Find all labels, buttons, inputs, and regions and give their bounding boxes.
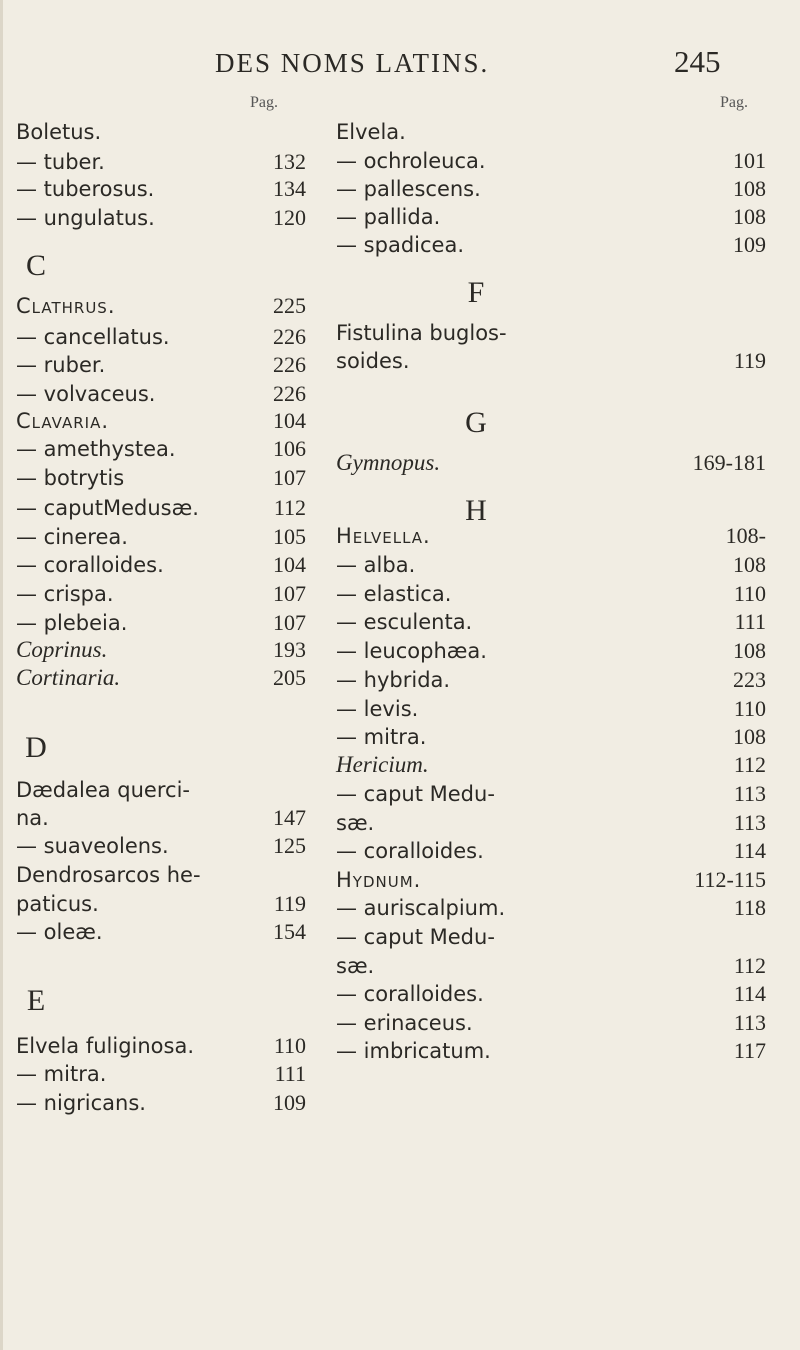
- section-letter: D: [25, 731, 47, 764]
- entry-page-number: 223: [733, 667, 766, 692]
- section-letter: H: [465, 494, 487, 527]
- entry-name: — cinerea.: [16, 525, 128, 549]
- index-entry: [336, 636, 766, 666]
- index-entry: [336, 579, 766, 609]
- entry-name: sæ.: [336, 954, 375, 978]
- section-letter: E: [26, 984, 46, 1017]
- index-entry: [16, 434, 306, 464]
- index-entry: [16, 350, 306, 380]
- entry-name: Hericium.: [336, 752, 429, 777]
- entry-name: — pallescens.: [336, 177, 481, 201]
- section-letter: C: [25, 249, 46, 282]
- entry-page-number: 112-115: [694, 867, 766, 892]
- index-entry: [336, 1008, 766, 1038]
- entry-name: — tuberosus.: [16, 177, 155, 201]
- entry-name: — coralloides.: [336, 982, 484, 1006]
- entry-page-number: 120: [273, 205, 306, 230]
- entry-name: — imbricatum.: [336, 1039, 491, 1063]
- index-entry: [336, 146, 766, 176]
- index-entry: [16, 174, 306, 204]
- page-number: 245: [674, 44, 721, 79]
- entry-name: — caput Medu-: [336, 782, 495, 806]
- entry-page-number: 105: [273, 524, 306, 549]
- entry-name: Clavaria.: [16, 409, 110, 433]
- entry-name: — ochroleuca.: [336, 149, 486, 173]
- entry-name: Hydnum.: [336, 868, 422, 892]
- index-entry: [336, 779, 766, 809]
- entry-name: — plebeia.: [16, 611, 128, 635]
- entry-page-number: 114: [733, 838, 766, 863]
- entry-name: Elvela.: [336, 120, 406, 144]
- entry-page-number: 132: [273, 149, 306, 174]
- entry-name: paticus.: [16, 892, 99, 916]
- entry-page-number: 226: [273, 381, 306, 406]
- index-entry: [336, 202, 766, 232]
- entry-page-number: 104: [273, 552, 306, 577]
- entry-name: — ungulatus.: [16, 206, 155, 230]
- entry-name: Helvella.: [336, 524, 431, 548]
- entry-page-number: 111: [274, 1061, 306, 1086]
- pag-label-right: Pag.: [720, 94, 748, 111]
- index-entry: [336, 1036, 766, 1066]
- entry-name: — coralloides.: [16, 553, 164, 577]
- entry-name: Dædalea querci-: [16, 778, 190, 802]
- index-entry: [16, 406, 306, 436]
- index-entry: [336, 722, 766, 752]
- index-entry: [16, 635, 306, 665]
- entry-page-number: 108: [733, 724, 766, 749]
- index-entry: [336, 346, 766, 376]
- index-entry: [16, 1088, 306, 1118]
- index-entry: [16, 147, 306, 177]
- entry-page-number: 147: [273, 805, 306, 830]
- index-entry: [16, 831, 306, 861]
- entry-name: — auriscalpium.: [336, 896, 506, 920]
- entry-page-number: 154: [273, 919, 306, 944]
- entry-page-number: 225: [273, 293, 306, 318]
- index-entry: [16, 1031, 306, 1061]
- entry-page-number: 108: [733, 638, 766, 663]
- index-entry: [16, 322, 306, 352]
- index-entry: [16, 463, 306, 493]
- entry-name: — mitra.: [336, 725, 427, 749]
- entry-name: Gymnopus.: [336, 450, 441, 475]
- entry-page-number: 108: [733, 176, 766, 201]
- entry-name: — caputMedusæ.: [16, 496, 199, 520]
- entry-page-number: 113: [733, 781, 766, 806]
- index-entry: [16, 803, 306, 833]
- entry-name: — coralloides.: [336, 839, 484, 863]
- index-entry: [336, 694, 766, 724]
- entry-name: Fistulina buglos-: [336, 321, 507, 345]
- index-entry: [336, 836, 766, 866]
- entry-name: sæ.: [336, 811, 375, 835]
- entry-name: Boletus.: [16, 120, 102, 144]
- index-entry: [336, 922, 766, 952]
- entry-name: — leucophæa.: [336, 639, 487, 663]
- entry-page-number: 106: [273, 436, 306, 461]
- pag-label-left: Pag.: [250, 94, 278, 111]
- entry-page-number: 134: [273, 176, 306, 201]
- index-entry: [16, 291, 306, 321]
- entry-name: — mitra.: [16, 1062, 107, 1086]
- entry-name: — oleæ.: [16, 920, 103, 944]
- entry-page-number: 110: [733, 696, 766, 721]
- running-header-title: DES NOMS LATINS.: [215, 48, 490, 78]
- entry-page-number: 110: [733, 581, 766, 606]
- index-entry: [336, 865, 766, 895]
- entry-page-number: 226: [273, 324, 306, 349]
- entry-name: Elvela fuliginosa.: [16, 1034, 195, 1058]
- entry-name: — suaveolens.: [16, 834, 169, 858]
- index-entry: [16, 203, 306, 233]
- entry-name: — volvaceus.: [16, 382, 156, 406]
- entry-page-number: 104: [273, 408, 306, 433]
- index-entry: [336, 951, 766, 981]
- entry-name: Cortinaria.: [16, 665, 121, 690]
- entry-page-number: 112: [733, 953, 766, 978]
- entry-name: — crispa.: [16, 582, 114, 606]
- entry-name: — nigricans.: [16, 1091, 146, 1115]
- index-entry: [16, 860, 306, 890]
- index-entry: [16, 917, 306, 947]
- entry-page-number: 107: [273, 610, 306, 635]
- entry-page-number: 101: [733, 148, 766, 173]
- entry-page-number: 118: [733, 895, 766, 920]
- entry-name: — esculenta.: [336, 610, 473, 634]
- section-letter: G: [465, 406, 487, 439]
- entry-name: Clathrus.: [16, 294, 116, 318]
- entry-page-number: 108: [733, 552, 766, 577]
- entry-name: Coprinus.: [16, 637, 108, 662]
- entry-page-number: 109: [733, 232, 766, 257]
- entry-name: na.: [16, 806, 49, 830]
- entry-page-number: 108-: [725, 523, 766, 548]
- index-entry: [336, 750, 766, 780]
- index-entry: [16, 1059, 306, 1089]
- entry-name: — erinaceus.: [336, 1011, 473, 1035]
- entry-page-number: 193: [273, 637, 306, 662]
- entry-page-number: 110: [273, 1033, 306, 1058]
- entry-page-number: 119: [733, 348, 766, 373]
- entry-name: — hybrida.: [336, 668, 451, 692]
- entry-page-number: 169-181: [692, 450, 766, 475]
- entry-name: — alba.: [336, 553, 416, 577]
- index-entry: [336, 521, 766, 551]
- entry-page-number: 226: [273, 352, 306, 377]
- index-entry: [336, 448, 766, 478]
- index-entry: [16, 493, 306, 523]
- index-entry: [336, 318, 766, 348]
- entry-page-number: 113: [733, 1010, 766, 1035]
- index-entry: [16, 775, 306, 805]
- entry-page-number: 111: [734, 609, 766, 634]
- entry-name: — elastica.: [336, 582, 452, 606]
- entry-page-number: 125: [273, 833, 306, 858]
- index-entry: [336, 117, 766, 147]
- index-entry: [336, 174, 766, 204]
- entry-page-number: 117: [733, 1038, 766, 1063]
- entry-page-number: 109: [273, 1090, 306, 1115]
- entry-name: — botrytis: [16, 466, 125, 490]
- index-entry: [16, 889, 306, 919]
- entry-name: soides.: [336, 349, 410, 373]
- index-entry: [16, 117, 306, 147]
- index-entry: [336, 607, 766, 637]
- page-edge: [0, 0, 3, 1350]
- entry-page-number: 113: [733, 810, 766, 835]
- entry-page-number: 112: [273, 495, 306, 520]
- entry-name: Dendrosarcos he-: [16, 863, 201, 887]
- entry-page-number: 114: [733, 981, 766, 1006]
- entry-page-number: 107: [273, 581, 306, 606]
- entry-page-number: 107: [273, 465, 306, 490]
- index-entry: [16, 379, 306, 409]
- entry-page-number: 205: [273, 665, 306, 690]
- index-entry: [336, 665, 766, 695]
- entry-name: — caput Medu-: [336, 925, 495, 949]
- entry-name: — ruber.: [16, 353, 106, 377]
- index-entry: [16, 608, 306, 638]
- entry-name: — tuber.: [16, 150, 105, 174]
- index-entry: [16, 579, 306, 609]
- entry-name: — spadicea.: [336, 233, 464, 257]
- index-entry: [336, 550, 766, 580]
- entry-name: — pallida.: [336, 205, 441, 229]
- index-entry: [336, 979, 766, 1009]
- entry-name: — amethystea.: [16, 437, 176, 461]
- entry-name: — cancellatus.: [16, 325, 170, 349]
- index-entry: [336, 893, 766, 923]
- entry-name: — levis.: [336, 697, 419, 721]
- index-entry: [336, 808, 766, 838]
- index-entry: [336, 230, 766, 260]
- section-letter: F: [467, 276, 485, 309]
- index-entry: [16, 550, 306, 580]
- entry-page-number: 112: [733, 752, 766, 777]
- entry-page-number: 108: [733, 204, 766, 229]
- index-entry: [16, 663, 306, 693]
- entry-page-number: 119: [273, 891, 306, 916]
- index-entry: [16, 522, 306, 552]
